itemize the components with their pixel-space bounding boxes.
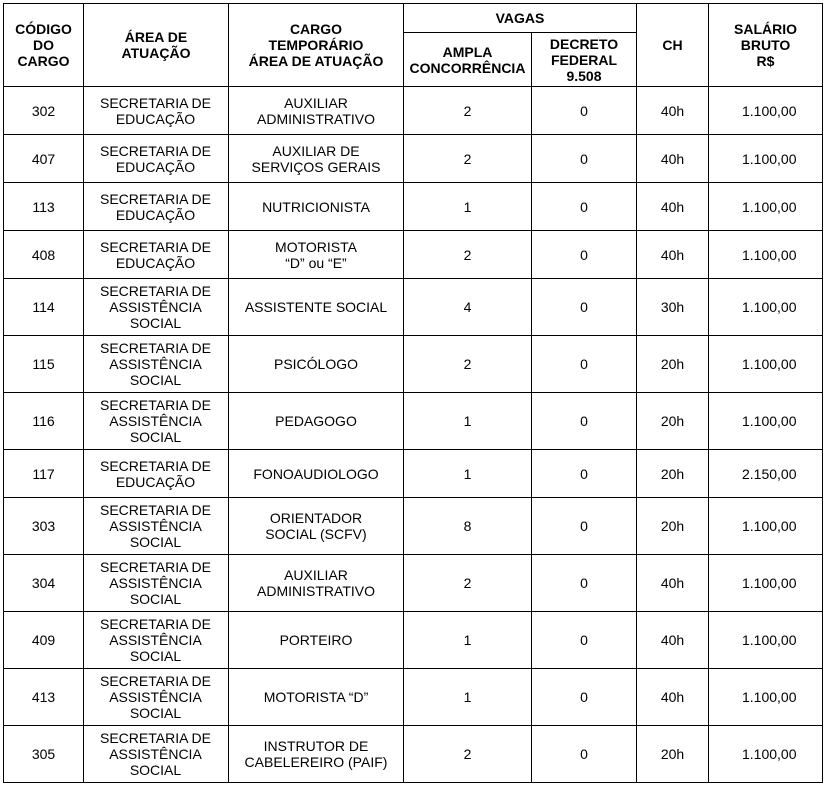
header-vagas: VAGAS — [404, 4, 637, 33]
cell-ampla: 2 — [404, 87, 532, 135]
cell-decreto: 0 — [532, 279, 637, 336]
cell-area — [84, 498, 229, 555]
cell-salario: 1.100,00 — [709, 279, 823, 336]
cell-decreto: 0 — [532, 669, 637, 726]
cell-decreto: 0 — [532, 393, 637, 450]
area-text: SECRETARIA DE ASSISTÊNCIA SOCIAL — [100, 340, 211, 388]
cell-ampla: 1 — [404, 450, 532, 498]
cell-codigo: 413 — [4, 669, 84, 726]
cell-salario: 2.150,00 — [709, 450, 823, 498]
cell-cargo: ASSISTENTE SOCIAL — [229, 279, 404, 336]
table-row — [4, 555, 823, 612]
cell-cargo: MOTORISTA “D” — [229, 669, 404, 726]
cell-cargo: NUTRICIONISTA — [229, 183, 404, 231]
cell-salario: 1.100,00 — [709, 498, 823, 555]
cell-ampla: 2 — [404, 555, 532, 612]
area-text: SECRETARIA DE ASSISTÊNCIA SOCIAL — [100, 673, 211, 721]
cell-decreto: 0 — [532, 87, 637, 135]
table-row — [4, 87, 823, 135]
cell-decreto: 0 — [532, 336, 637, 393]
cell-cargo: MOTORISTA “D” ou “E” — [229, 231, 404, 279]
cell-ch: 20h — [637, 450, 709, 498]
cell-ampla: 2 — [404, 231, 532, 279]
cell-ch: 40h — [637, 183, 709, 231]
cell-codigo: 114 — [4, 279, 84, 336]
table-row — [4, 231, 823, 279]
cell-codigo: 117 — [4, 450, 84, 498]
table-header — [4, 4, 823, 87]
cell-area — [84, 612, 229, 669]
cell-salario: 1.100,00 — [709, 555, 823, 612]
cell-codigo: 409 — [4, 612, 84, 669]
header-ampla: AMPLA CONCORRÊNCIA — [404, 33, 532, 87]
cell-salario: 1.100,00 — [709, 135, 823, 183]
vagas-table — [3, 3, 823, 783]
area-text: SECRETARIA DE ASSISTÊNCIA SOCIAL — [100, 730, 211, 778]
cell-decreto: 0 — [532, 555, 637, 612]
cell-cargo: AUXILIAR ADMINISTRATIVO — [229, 555, 404, 612]
cell-cargo: PSICÓLOGO — [229, 336, 404, 393]
cell-decreto: 0 — [532, 183, 637, 231]
cell-ampla: 8 — [404, 498, 532, 555]
cell-area — [84, 726, 229, 783]
cell-area — [84, 87, 229, 135]
cell-salario: 1.100,00 — [709, 669, 823, 726]
table-row — [4, 135, 823, 183]
cell-ch: 30h — [637, 279, 709, 336]
cell-salario: 1.100,00 — [709, 87, 823, 135]
table-row — [4, 279, 823, 336]
cell-ch: 40h — [637, 135, 709, 183]
area-text: SECRETARIA DE ASSISTÊNCIA SOCIAL — [100, 397, 211, 445]
area-text: SECRETARIA DE ASSISTÊNCIA SOCIAL — [100, 616, 211, 664]
cell-ampla: 2 — [404, 336, 532, 393]
cell-ch: 20h — [637, 726, 709, 783]
cell-ch: 40h — [637, 87, 709, 135]
cell-salario: 1.100,00 — [709, 726, 823, 783]
cell-cargo: PORTEIRO — [229, 612, 404, 669]
cell-cargo: PEDAGOGO — [229, 393, 404, 450]
cell-ampla: 1 — [404, 669, 532, 726]
area-text: SECRETARIA DE ASSISTÊNCIA SOCIAL — [100, 559, 211, 607]
cell-salario: 1.100,00 — [709, 183, 823, 231]
area-text: SECRETARIA DE ASSISTÊNCIA SOCIAL — [100, 502, 211, 550]
cell-area — [84, 555, 229, 612]
cell-area — [84, 393, 229, 450]
header-codigo: CÓDIGO DO CARGO — [4, 4, 84, 87]
cell-cargo: INSTRUTOR DE CABELEREIRO (PAIF) — [229, 726, 404, 783]
cell-codigo: 303 — [4, 498, 84, 555]
cell-area — [84, 183, 229, 231]
cell-area — [84, 669, 229, 726]
cell-salario: 1.100,00 — [709, 231, 823, 279]
header-ch: CH — [637, 4, 709, 87]
cell-codigo: 116 — [4, 393, 84, 450]
cell-codigo: 408 — [4, 231, 84, 279]
header-area: ÁREA DE ATUAÇÃO — [84, 4, 229, 87]
cell-area — [84, 231, 229, 279]
cell-ch: 40h — [637, 555, 709, 612]
table-row — [4, 393, 823, 450]
cell-decreto: 0 — [532, 450, 637, 498]
cell-cargo: AUXILIAR ADMINISTRATIVO — [229, 87, 404, 135]
area-text: SECRETARIA DE EDUCAÇÃO — [100, 94, 211, 127]
cell-ch: 40h — [637, 669, 709, 726]
cell-salario: 1.100,00 — [709, 393, 823, 450]
cell-ch: 20h — [637, 498, 709, 555]
area-text: SECRETARIA DE EDUCAÇÃO — [100, 142, 211, 175]
cell-codigo: 113 — [4, 183, 84, 231]
header-decreto: DECRETO FEDERAL 9.508 — [532, 33, 637, 87]
area-text: SECRETARIA DE EDUCAÇÃO — [100, 238, 211, 271]
table-row — [4, 612, 823, 669]
table-row — [4, 183, 823, 231]
cell-codigo: 302 — [4, 87, 84, 135]
cell-ch: 40h — [637, 612, 709, 669]
header-cargo: CARGO TEMPORÁRIO ÁREA DE ATUAÇÃO — [229, 4, 404, 87]
cell-codigo: 407 — [4, 135, 84, 183]
cell-ampla: 1 — [404, 612, 532, 669]
cell-codigo: 305 — [4, 726, 84, 783]
area-text: SECRETARIA DE EDUCAÇÃO — [100, 190, 211, 223]
cell-ampla: 1 — [404, 183, 532, 231]
cell-salario: 1.100,00 — [709, 336, 823, 393]
cell-ch: 20h — [637, 336, 709, 393]
cell-cargo: ORIENTADOR SOCIAL (SCFV) — [229, 498, 404, 555]
area-text: SECRETARIA DE ASSISTÊNCIA SOCIAL — [100, 283, 211, 331]
cell-salario: 1.100,00 — [709, 612, 823, 669]
cell-area — [84, 279, 229, 336]
cell-ampla: 2 — [404, 135, 532, 183]
cell-decreto: 0 — [532, 612, 637, 669]
cell-ampla: 4 — [404, 279, 532, 336]
cell-ampla: 1 — [404, 393, 532, 450]
cell-ch: 20h — [637, 393, 709, 450]
cell-codigo: 115 — [4, 336, 84, 393]
table-row — [4, 726, 823, 783]
cell-area — [84, 135, 229, 183]
cell-ampla: 2 — [404, 726, 532, 783]
table-row — [4, 669, 823, 726]
table-row — [4, 498, 823, 555]
cell-decreto: 0 — [532, 231, 637, 279]
cell-cargo: AUXILIAR DE SERVIÇOS GERAIS — [229, 135, 404, 183]
cell-decreto: 0 — [532, 498, 637, 555]
cell-area — [84, 450, 229, 498]
table-row — [4, 336, 823, 393]
area-text: SECRETARIA DE EDUCAÇÃO — [100, 457, 211, 490]
cell-ch: 40h — [637, 231, 709, 279]
cell-cargo: FONOAUDIOLOGO — [229, 450, 404, 498]
cell-area — [84, 336, 229, 393]
cell-codigo: 304 — [4, 555, 84, 612]
cell-decreto: 0 — [532, 726, 637, 783]
header-salario: SALÁRIO BRUTO R$ — [709, 4, 823, 87]
cell-decreto: 0 — [532, 135, 637, 183]
table-row — [4, 450, 823, 498]
table-body — [4, 87, 823, 783]
